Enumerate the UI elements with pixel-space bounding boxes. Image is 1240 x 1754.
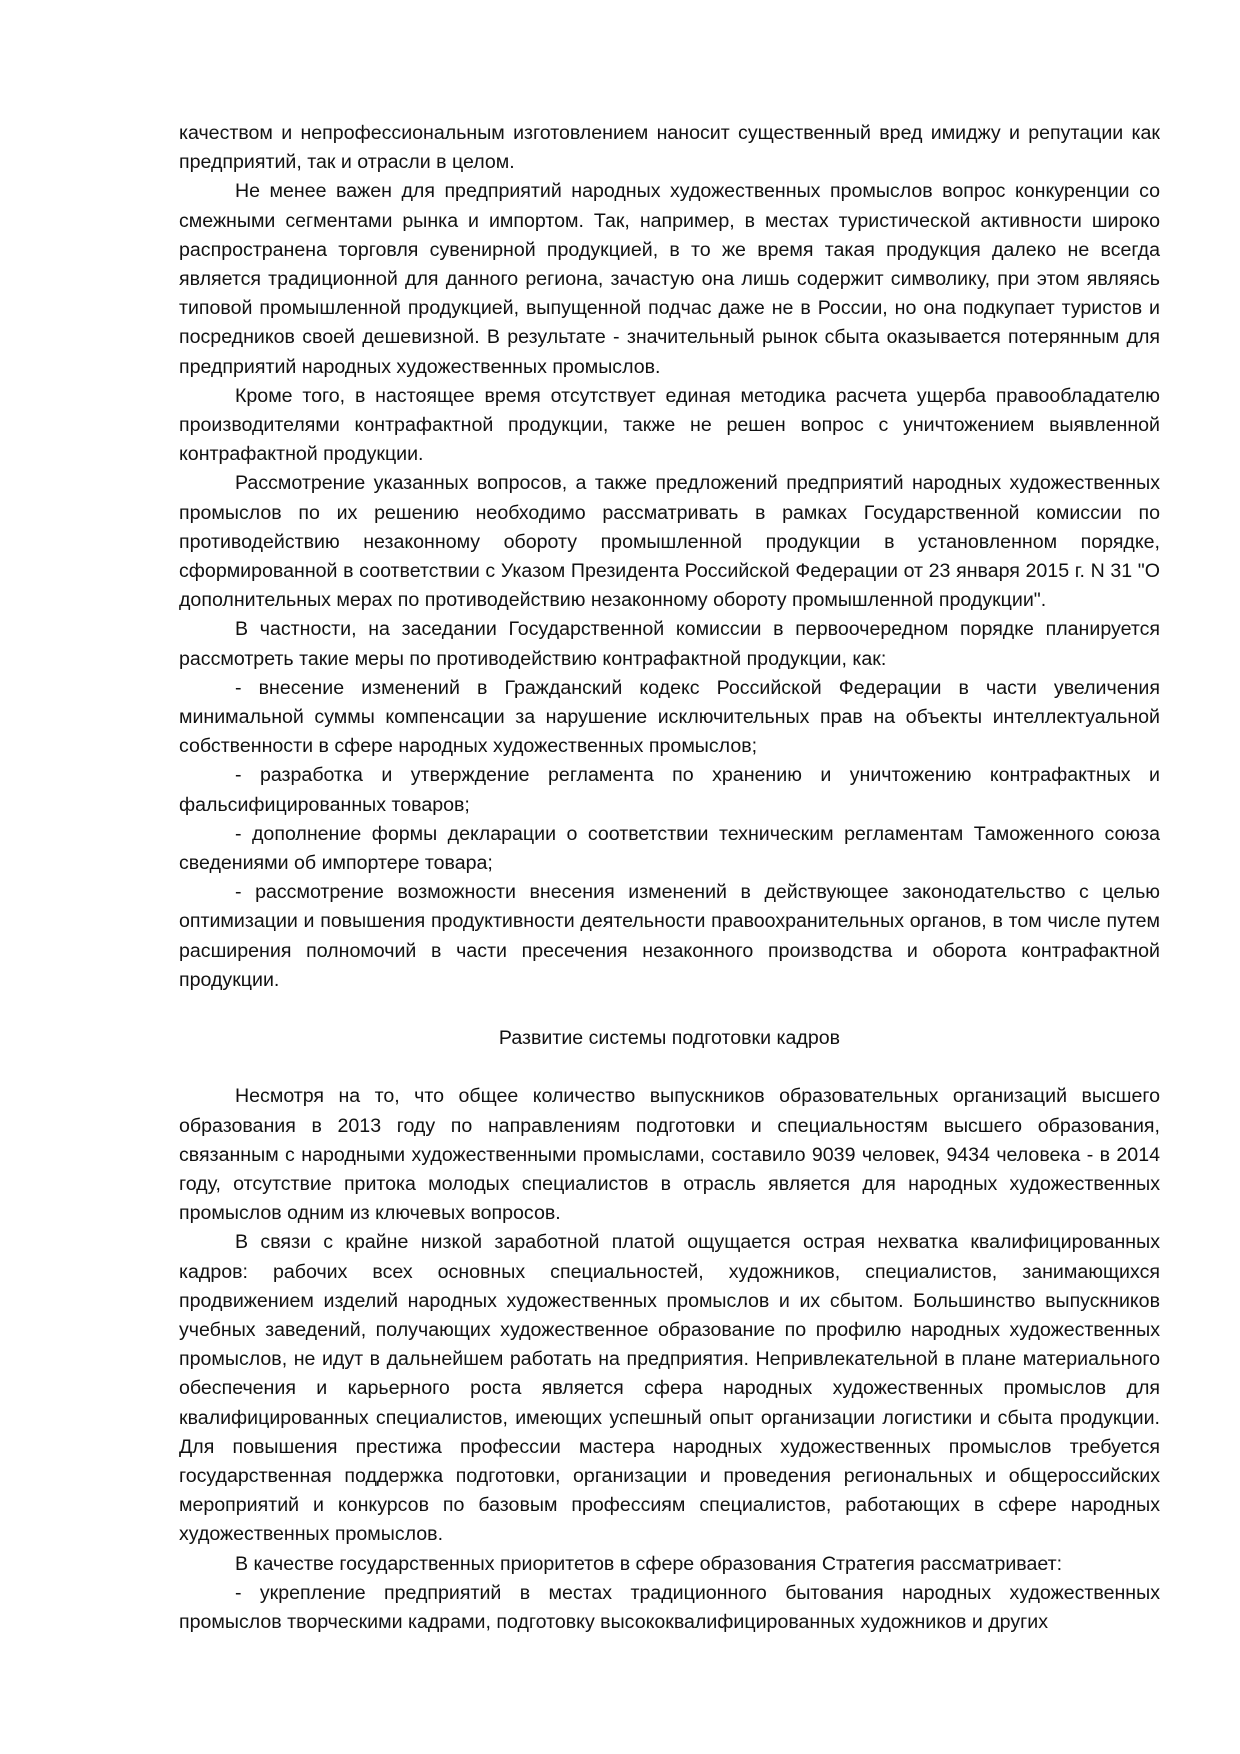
paragraph-staff-shortage: В связи с крайне низкой заработной платой ощущается острая нехватка квалифицированных кадров: рабочих всех основных специальностей, художников, специалистов, занимающихся продвижением изделий народных художественных промыслов и их сбытом. Большинство выпускников учебных заведений, получающих художественное образование по профилю народных художественных промыслов, не идут в дальнейшем работать на предприятия. Непривлекательной в плане материального обеспечения и карьерного роста является сфера народных художественных промыслов для квалифицированных специалистов, имеющих успешный опыт организации логистики и сбыта продукции. Для повышения престижа профессии мастера народных художественных промыслов требуется государственная поддержка подготовки, организации и проведения региональных и общероссийских мероприятий и конкурсов по базовым профессиям специалистов, работающих в сфере народных художественных промыслов. [179, 1231, 1160, 1546]
list-item-legislation: - рассмотрение возможности внесения изменений в действующее законодательство с целью оптимизации и повышения продуктивности деятельности правоохранительных органов, в том числе путем расширения полномочий в части пресечения незаконного производства и оборота контрафактной продукции. [179, 881, 1160, 991]
list-item-strengthening: - укрепление предприятий в местах традиционного бытования народных художественных промыслов творческими кадрами, подготовку высококвалифицированных художников и других [179, 1581, 1160, 1633]
paragraph-continuation: качеством и непрофессиональным изготовлением наносит существенный вред имиджу и репутации как предприятий, так и отрасли в целом. [179, 122, 1160, 174]
paragraph-competition: Не менее важен для предприятий народных художественных промыслов вопрос конкуренции со смежными сегментами рынка и импортом. Так, например, в местах туристической активности широко распространена торговля сувенирной продукцией, в то же время такая продукция далеко не всегда является традиционной для данного региона, зачастую она лишь содержит символику, при этом являясь типовой промышленной продукцией, выпущенной подчас даже не в России, но она подкупает туристов и посредников своей дешевизной. В результате - значительный рынок сбыта оказывается потерянным для предприятий народных художественных промыслов. [179, 180, 1160, 378]
paragraph-priorities-intro: В качестве государственных приоритетов в сфере образования Стратегия рассматривает: [235, 1552, 1063, 1575]
paragraph-graduates: Несмотря на то, что общее количество выпускников образовательных организаций высшего образования в 2013 году по направлениям подготовки и специальностям высшего образования, связанным с народными художественными промыслами, составило 9039 человек, 9434 человека - в 2014 году, отсутствие притока молодых специалистов в отрасль является для народных художественных промыслов одним из ключевых вопросов. [179, 1085, 1160, 1225]
list-item-civil-code: - внесение изменений в Гражданский кодекс Российской Федерации в части увеличения минимальной суммы компенсации за нарушение исключительных прав на объекты интеллектуальной собственности в сфере народных художественных промыслов; [179, 676, 1160, 758]
paragraph-state-commission: Рассмотрение указанных вопросов, а также предложений предприятий народных художественных промыслов по их решению необходимо рассматривать в рамках Государственной комиссии по противодействию незаконному обороту промышленной продукции в установленном порядке, сформированной в соответствии с Указом Президента Российской Федерации от 23 января 2015 г. N 31 "О дополнительных мерах по противодействию незаконному обороту промышленной продукции". [179, 472, 1160, 612]
paragraph-damage-methodology: Кроме того, в настоящее время отсутствует единая методика расчета ущерба правообладателю производителями контрафактной продукции, также не решен вопрос с уничтожением выявленной контрафактной продукции. [179, 384, 1160, 466]
list-item-declaration: - дополнение формы декларации о соответствии техническим регламентам Таможенного союза сведениями об импортере товара; [179, 822, 1160, 875]
list-item-regulation: - разработка и утверждение регламента по хранению и уничтожению контрафактных и фальсифицированных товаров; [179, 764, 1160, 816]
paragraph-measures-intro: В частности, на заседании Государственной комиссии в первоочередном порядке планируется рассмотреть такие меры по противодействию контрафактной продукции, как: [179, 618, 1160, 670]
document-page [179, 119, 1160, 1637]
section-heading: Развитие системы подготовки кадров [498, 1027, 841, 1050]
